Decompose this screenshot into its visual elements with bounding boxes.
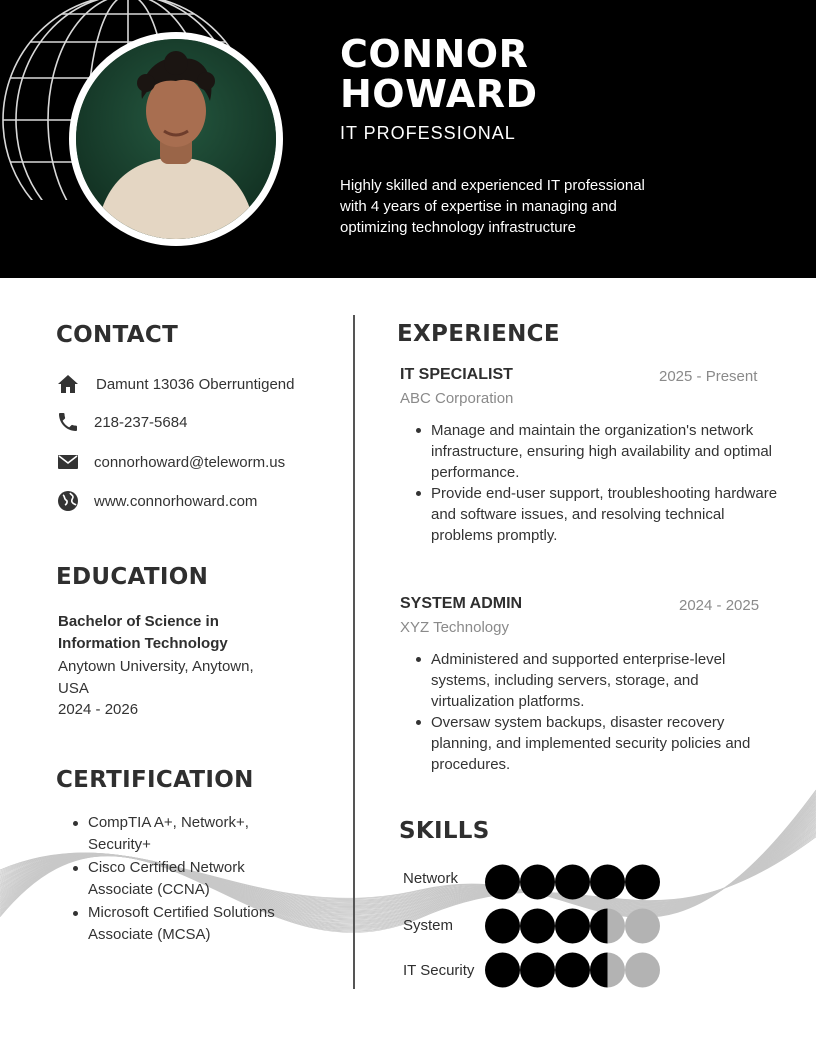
skill-dot: [555, 953, 590, 988]
certification-item: Microsoft Certified Solutions Associate (MCSA): [70, 902, 290, 946]
email-link[interactable]: connorhoward@teleworm.us: [94, 453, 286, 471]
job-role: IT PROFESSIONAL: [340, 123, 516, 143]
skill-rating: [484, 864, 664, 900]
education-heading: EDUCATION: [56, 564, 209, 590]
contact-phone: [56, 410, 187, 434]
skill-rating: [484, 952, 664, 988]
skill-dot: [625, 865, 660, 900]
skill-rating: [484, 908, 664, 944]
skill-name: System: [403, 917, 454, 934]
globe-icon: [56, 489, 80, 513]
skill-dot: [520, 909, 555, 944]
certification-item: Cisco Certified Network Associate (CCNA): [70, 857, 290, 901]
skill-dot: [485, 953, 520, 988]
education-degree: Bachelor of Science in Information Technology: [58, 613, 228, 652]
job-dates: 2024 - 2025: [679, 597, 760, 614]
job-bullet: Manage and maintain the organization's network infrastructure, ensuring high availability and optimal performance.: [413, 420, 783, 483]
job-bullet-list: [413, 649, 783, 775]
home-icon: [56, 372, 80, 396]
skill-dot: [485, 865, 520, 900]
certification-heading: CERTIFICATION: [56, 767, 254, 793]
job-dates: 2025 - Present: [659, 368, 758, 385]
address-text: Damunt 13036 Oberruntigend: [96, 375, 295, 393]
contact-email: [56, 450, 285, 474]
last-name: HOWARD: [340, 72, 538, 116]
skill-dot: [625, 953, 660, 988]
website-link[interactable]: www.connorhoward.com: [94, 492, 258, 510]
certification-list: [70, 812, 290, 947]
profile-summary: Highly skilled and experienced IT professional with 4 years of expertise in managing and optimizing technology infrastructure: [340, 177, 645, 236]
experience-heading: EXPERIENCE: [397, 321, 560, 347]
education-school: Anytown University, Anytown, USA: [58, 658, 254, 697]
skills-heading: SKILLS: [399, 818, 490, 844]
certification-item: CompTIA A+, Network+, Security+: [70, 812, 290, 856]
mail-icon: [56, 450, 80, 474]
header-banner: [0, 0, 816, 278]
job-bullet: Provide end-user support, troubleshooting hardware and software issues, and resolving technical problems promptly.: [413, 483, 783, 546]
first-name: CONNOR: [340, 32, 529, 76]
job-company: ABC Corporation: [400, 390, 514, 407]
skill-dot: [555, 865, 590, 900]
job-company: XYZ Technology: [400, 619, 509, 636]
skill-name: IT Security: [403, 962, 475, 979]
skill-dot: [485, 909, 520, 944]
skill-name: Network: [403, 870, 459, 887]
phone-icon: [56, 410, 80, 434]
job-title: SYSTEM ADMIN: [400, 595, 523, 612]
education-years: 2024 - 2026: [58, 701, 139, 718]
job-bullet-list: [413, 420, 783, 546]
phone-text[interactable]: 218-237-5684: [94, 413, 188, 431]
skill-dot: [520, 953, 555, 988]
job-bullet: Oversaw system backups, disaster recovery planning, and implemented security policies and procedures.: [413, 712, 783, 775]
skill-dot: [625, 909, 660, 944]
full-name: [340, 34, 538, 114]
contact-address: [56, 372, 294, 396]
skill-dot: [590, 865, 625, 900]
job-bullet: Administered and supported enterprise-level systems, including servers, storage, and virtualization platforms.: [413, 649, 783, 712]
contact-website: [56, 489, 257, 513]
job-title: IT SPECIALIST: [400, 366, 513, 383]
contact-heading: CONTACT: [56, 322, 179, 348]
column-divider: [353, 315, 355, 989]
skill-dot: [555, 909, 590, 944]
profile-photo: [69, 32, 283, 246]
skill-dot: [520, 865, 555, 900]
